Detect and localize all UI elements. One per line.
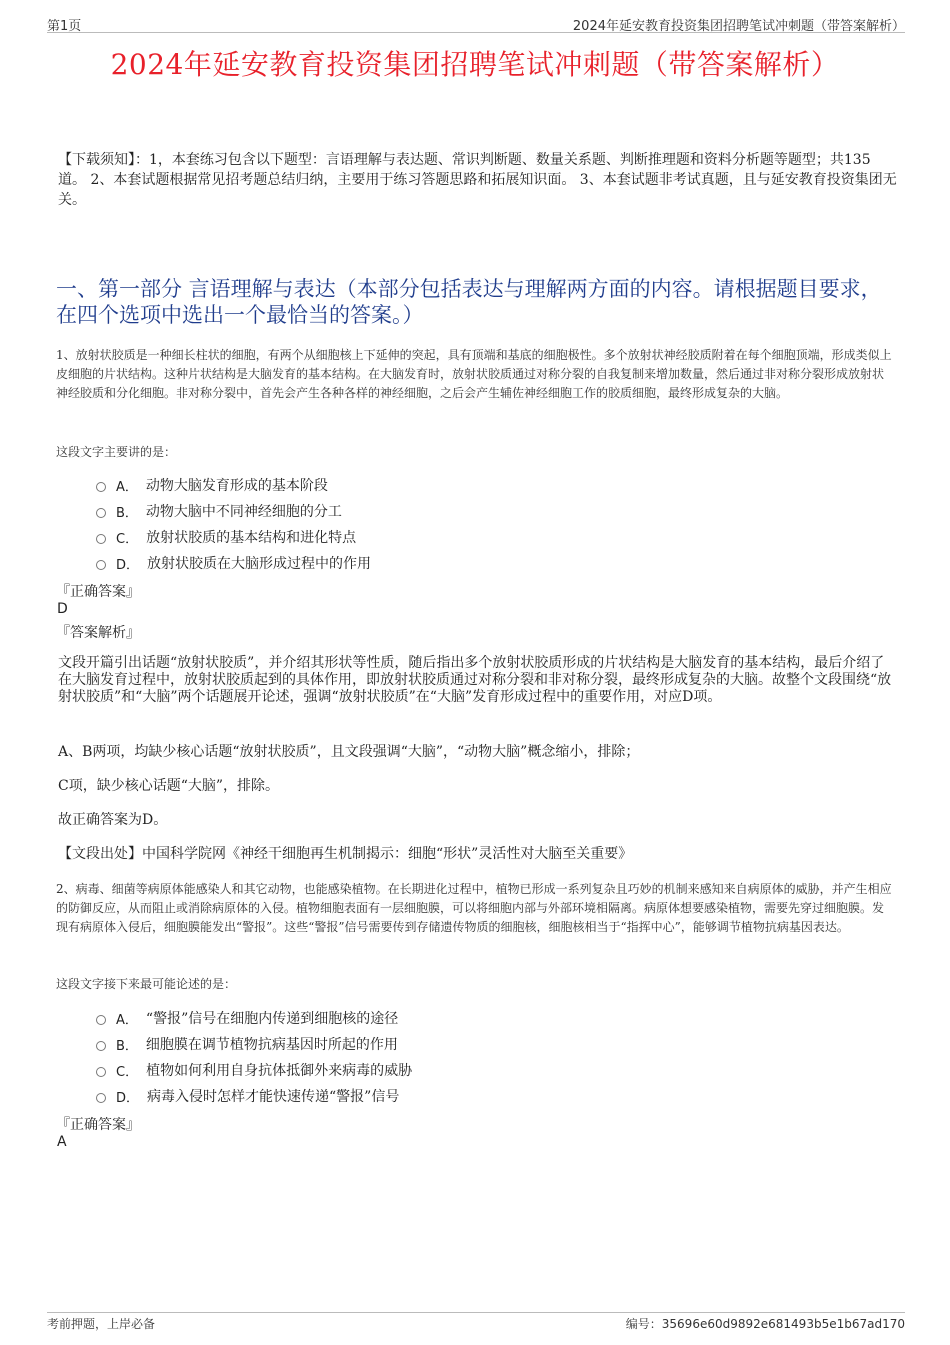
analysis-label: 『答案解析』 <box>56 625 140 641</box>
correct-answer-value: D <box>57 601 68 617</box>
radio-icon[interactable] <box>96 1093 106 1103</box>
page-footer <box>47 1312 905 1333</box>
question-2-prompt: 这段文字接下来最可能论述的是： <box>56 977 237 991</box>
option-letter: B． <box>116 1038 138 1054</box>
page-title: 2024年延安教育投资集团招聘笔试冲刺题（带答案解析） <box>110 48 840 81</box>
document-code <box>626 1315 905 1332</box>
document-code-label: 编号： <box>625 1317 662 1331</box>
radio-icon[interactable] <box>96 482 106 492</box>
header-doc-title: 2024年延安教育投资集团招聘笔试冲刺题（带答案解析） <box>572 19 905 34</box>
question-2-text: 2、病毒、细菌等病原体能感染人和其它动物，也能感染植物。在长期进化过程中，植物已形成一系列复杂且巧妙的机制来感知来自病原体的威胁，并产生相应的防御反应，从而阻止或消除病原体的入侵。植物细胞表面有一层细胞膜，可以将细胞内部与外部环境相隔离。病原体想要感染植物，需要先穿过细胞膜。发现有病原体入侵后，细胞膜能发出“警报”。这些“警报”信号需要传到存储遗传物质的细胞核，细胞核相当于“指挥中心”，能够调节植物抗病基因表达。 <box>56 882 892 934</box>
radio-icon[interactable] <box>96 1041 106 1051</box>
radio-icon[interactable] <box>96 1067 106 1077</box>
correct-answer-label: 『正确答案』 <box>56 1117 140 1133</box>
question-1-prompt: 这段文字主要讲的是： <box>56 445 177 459</box>
analysis-paragraph: A、B两项，均缺少核心话题“放射状胶质”，且文段强调“大脑”，“动物大脑”概念缩小，排除； <box>58 744 640 760</box>
radio-icon[interactable] <box>96 1015 106 1025</box>
option-letter: C． <box>116 1064 139 1080</box>
option-text: 动物大脑发育形成的基本阶段 <box>145 478 328 494</box>
option-c[interactable] <box>96 524 371 550</box>
option-c[interactable] <box>96 1057 412 1083</box>
correct-answer-label: 『正确答案』 <box>56 584 140 600</box>
analysis-paragraph: 文段开篇引出话题“放射状胶质”，并介绍其形状等性质，随后指出多个放射状胶质形成的片状结构是大脑发育的基本结构，最后介绍了在大脑发育过程中，放射状胶质起到的具体作用，即放射状胶质通过对称分裂和非对称分裂，最终形成复杂的大脑。故整个文段围绕“放射状胶质”和“大脑”两个话题展开论述，强调“放射状胶质”在“大脑”发育形成过程中的重要作用，对应D项。 <box>58 655 892 705</box>
option-b[interactable] <box>96 498 371 524</box>
source-citation: 【文段出处】中国科学院网《神经干细胞再生机制揭示：细胞“形状”灵活性对大脑至关重要》 <box>58 846 633 862</box>
option-letter: C． <box>116 531 139 547</box>
option-d[interactable] <box>96 1083 412 1109</box>
radio-icon[interactable] <box>96 534 106 544</box>
analysis-paragraph: C项，缺少核心话题“大脑”，排除。 <box>58 778 280 794</box>
option-text: 放射状胶质在大脑形成过程中的作用 <box>147 556 372 572</box>
option-a[interactable] <box>96 1005 412 1031</box>
option-text: 病毒入侵时怎样才能快速传递“警报”信号 <box>147 1089 400 1105</box>
section-title: 一、第一部分 言语理解与表达（本部分包括表达与理解两方面的内容。请根据题目要求，在四个选项中选出一个最恰当的答案。） <box>56 277 882 327</box>
option-d[interactable] <box>96 550 371 576</box>
question-2-options <box>96 1005 412 1109</box>
page-header <box>47 14 905 33</box>
option-letter: B． <box>116 505 138 521</box>
option-text: “警报”信号在细胞内传递到细胞核的途径 <box>145 1011 399 1027</box>
download-notice: 【下载须知】：1，本套练习包含以下题型：言语理解与表达题、常识判断题、数量关系题、判断推理题和资料分析题等题型；共135道。 2、本套试题根据常见招考题总结归纳，主要用于练习答题思路和拓展知识面。 3、本套试题非考试真题，且与延安教育投资集团无关。 <box>58 152 897 208</box>
question-1-text: 1、放射状胶质是一种细长柱状的细胞，有两个从细胞核上下延伸的突起，具有顶端和基底的细胞极性。多个放射状神经胶质附着在每个细胞顶端，形成类似上皮细胞的片状结构。这种片状结构是大脑发育的基本结构。在大脑发育时，放射状胶质通过对称分裂的自我复制来增加数量，然后通过非对称分裂形成放射状神经胶质和分化细胞。非对称分裂中，首先会产生各种各样的神经细胞，之后会产生辅佐神经细胞工作的胶质细胞，最终形成复杂的大脑。 <box>56 348 892 400</box>
option-b[interactable] <box>96 1031 412 1057</box>
correct-answer-value: A <box>57 1134 67 1150</box>
option-letter: D． <box>116 557 140 573</box>
option-a[interactable] <box>96 472 371 498</box>
analysis-conclusion: 故正确答案为D。 <box>58 812 168 828</box>
document-code-value: 35696e60d9892e681493b5e1b67ad170 <box>661 1317 905 1331</box>
option-letter: A． <box>116 479 138 495</box>
option-text: 细胞膜在调节植物抗病基因时所起的作用 <box>145 1037 398 1053</box>
radio-icon[interactable] <box>96 560 106 570</box>
option-letter: D． <box>116 1090 140 1106</box>
option-letter: A． <box>116 1012 138 1028</box>
option-text: 植物如何利用自身抗体抵御外来病毒的威胁 <box>146 1063 413 1079</box>
question-1-options <box>96 472 371 576</box>
option-text: 动物大脑中不同神经细胞的分工 <box>145 504 342 520</box>
radio-icon[interactable] <box>96 508 106 518</box>
footer-slogan: 考前押题，上岸必备 <box>47 1317 156 1331</box>
page-number: 第1页 <box>47 19 82 34</box>
option-text: 放射状胶质的基本结构和进化特点 <box>146 530 357 546</box>
